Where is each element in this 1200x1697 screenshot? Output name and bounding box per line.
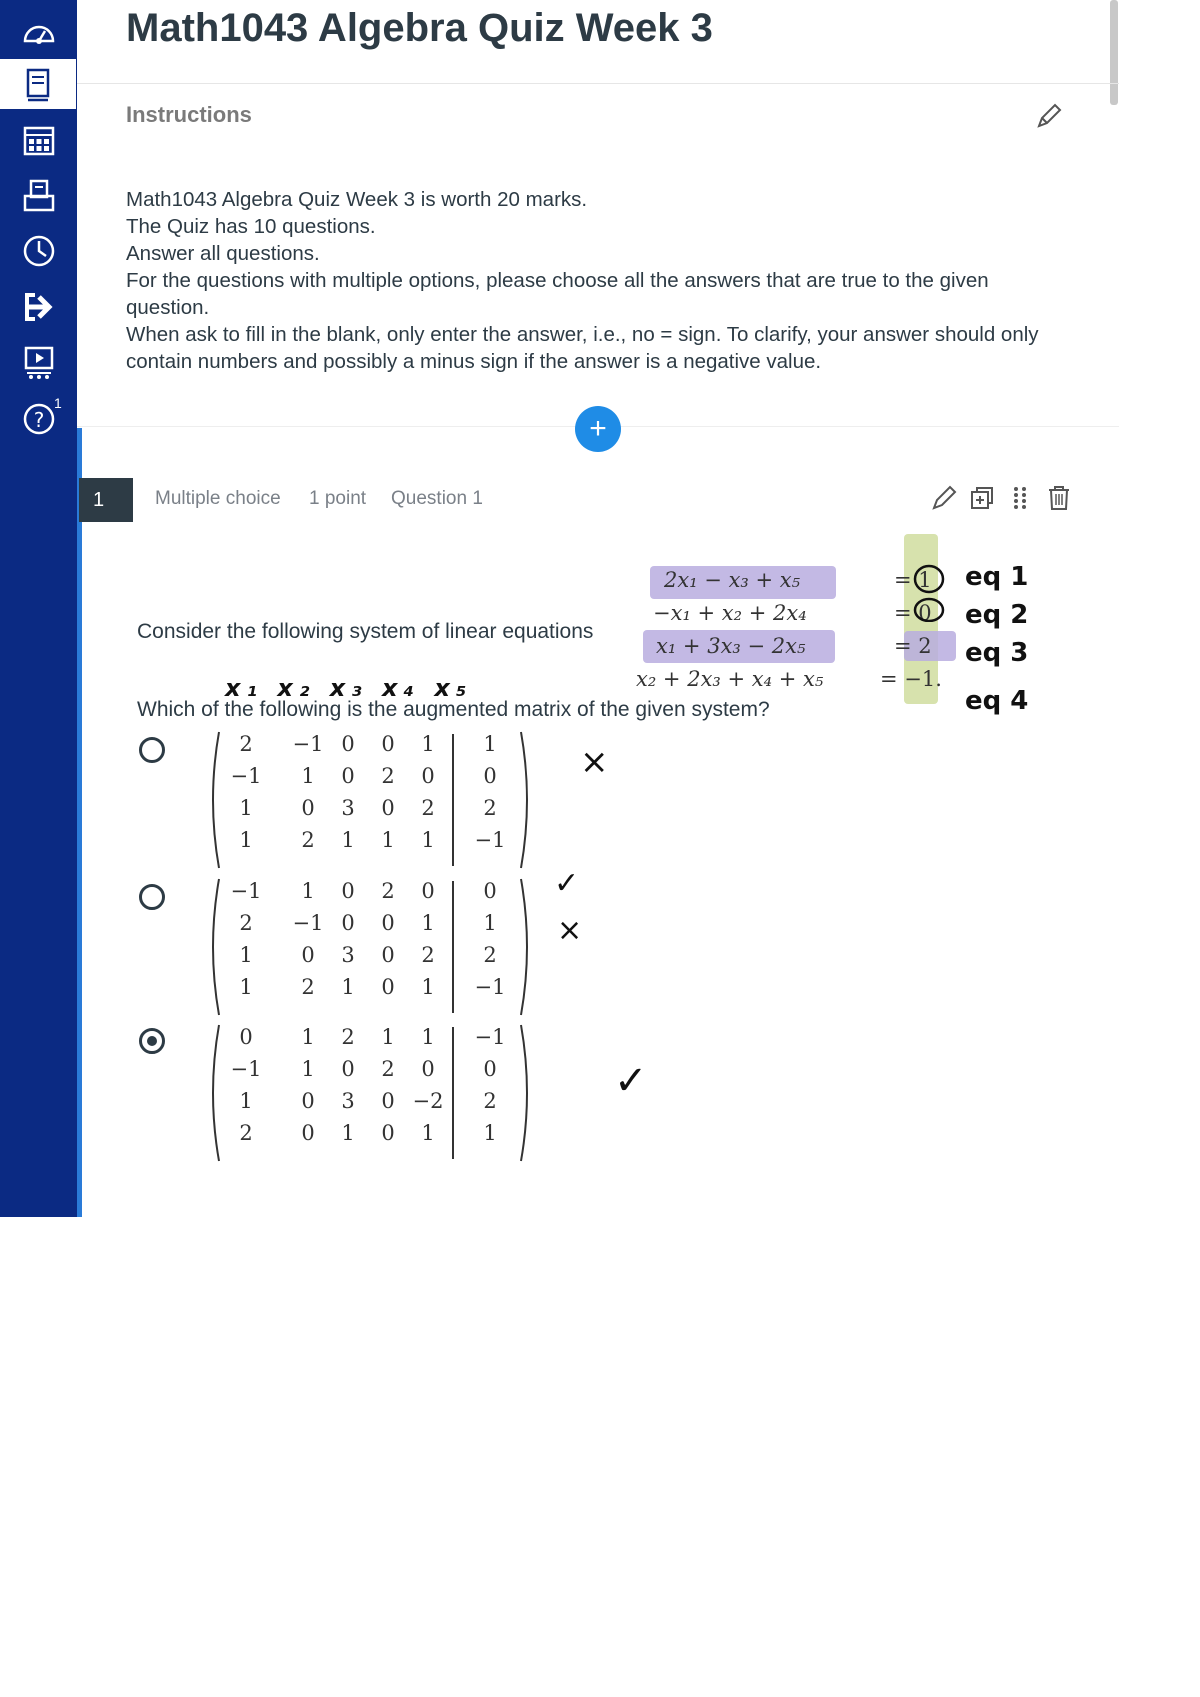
augment-separator xyxy=(452,881,454,1013)
active-question-indicator xyxy=(77,428,82,1217)
edit-instructions-pencil-icon[interactable] xyxy=(1035,102,1063,130)
equation-lhs: −x₁ + x₂ + 2x₄ xyxy=(653,601,807,625)
logout-arrow-icon[interactable] xyxy=(0,282,77,332)
equation-lhs: x₂ + 2x₃ + x₄ + x₅ xyxy=(636,667,824,691)
matrix-cell: 2 xyxy=(239,1121,253,1145)
global-nav-sidebar xyxy=(0,0,77,1217)
matrix-cell: 1 xyxy=(341,975,355,999)
matrix-cell: 1 xyxy=(421,1121,435,1145)
instruction-line: The Quiz has 10 questions. xyxy=(126,215,376,238)
matrix-cell: 2 xyxy=(301,828,315,852)
matrix-cell: 1 xyxy=(239,1089,253,1113)
matrix-cell: 0 xyxy=(381,732,395,756)
duplicate-question-icon[interactable] xyxy=(968,484,996,512)
question-points: 1 point xyxy=(309,488,367,509)
matrix-cell: 0 xyxy=(301,796,315,820)
matrix-cell: 2 xyxy=(381,879,395,903)
equation-lhs: 2x₁ − x₃ + x₅ xyxy=(664,568,801,592)
option-1-matrix xyxy=(205,730,545,870)
matrix-cell: −1 xyxy=(292,732,324,756)
courses-icon[interactable] xyxy=(0,59,76,109)
option-1-radio[interactable] xyxy=(139,737,165,763)
option-2-matrix xyxy=(205,877,545,1017)
matrix-cell: 2 xyxy=(421,796,435,820)
eq-label: eq 1 xyxy=(965,562,1029,592)
grade-mark: × xyxy=(557,913,583,948)
matrix-cell: −1 xyxy=(230,879,262,903)
inbox-icon[interactable] xyxy=(0,171,77,221)
ink-circles xyxy=(908,562,954,622)
matrix-cell: 2 xyxy=(421,943,435,967)
matrix-cell: 3 xyxy=(341,943,355,967)
matrix-bracket xyxy=(205,877,221,1017)
matrix-cell: 0 xyxy=(483,764,497,788)
matrix-cell: 1 xyxy=(301,1025,315,1049)
delete-question-trash-icon[interactable] xyxy=(1045,484,1073,512)
calendar-icon[interactable] xyxy=(0,115,77,165)
matrix-cell: 0 xyxy=(341,764,355,788)
matrix-cell: 2 xyxy=(381,1057,395,1081)
matrix-cell: 1 xyxy=(381,1025,395,1049)
eq-label: eq 4 xyxy=(965,686,1029,716)
matrix-cell: 2 xyxy=(341,1025,355,1049)
matrix-cell: 1 xyxy=(421,911,435,935)
matrix-cell: 0 xyxy=(421,1057,435,1081)
matrix-cell: 1 xyxy=(239,828,253,852)
equation-rhs: = 1 xyxy=(894,568,932,592)
matrix-cell: 1 xyxy=(301,1057,315,1081)
question-number: 1 xyxy=(79,478,133,522)
matrix-bracket xyxy=(519,1023,535,1163)
matrix-cell: −1 xyxy=(230,764,262,788)
matrix-cell: 0 xyxy=(381,943,395,967)
matrix-cell: 0 xyxy=(381,796,395,820)
matrix-bracket xyxy=(519,730,535,870)
help-badge: 1 xyxy=(54,395,62,411)
equation-rhs: = −1. xyxy=(880,667,942,691)
matrix-cell: 1 xyxy=(483,1121,497,1145)
matrix-cell: 0 xyxy=(381,1089,395,1113)
option-3-radio[interactable] xyxy=(139,1028,165,1054)
matrix-bracket xyxy=(205,730,221,870)
matrix-cell: 1 xyxy=(381,828,395,852)
history-clock-icon[interactable] xyxy=(0,226,77,276)
instructions-body xyxy=(126,186,1056,375)
equation-rhs: = 2 xyxy=(894,634,932,658)
eq-label: eq 3 xyxy=(965,638,1029,668)
page-title: Math1043 Algebra Quiz Week 3 xyxy=(126,6,713,50)
augment-separator xyxy=(452,1027,454,1159)
edit-question-pencil-icon[interactable] xyxy=(930,484,958,512)
matrix-cell: 0 xyxy=(421,764,435,788)
matrix-cell: 1 xyxy=(421,975,435,999)
matrix-cell: 0 xyxy=(341,879,355,903)
matrix-cell: 0 xyxy=(483,1057,497,1081)
matrix-cell: 2 xyxy=(381,764,395,788)
variable-labels: x₁ x₂ x₃ x₄ x₅ xyxy=(225,674,473,702)
equation-lhs: x₁ + 3x₃ − 2x₅ xyxy=(656,634,806,658)
matrix-bracket xyxy=(519,877,535,1017)
help-icon[interactable] xyxy=(0,393,77,443)
matrix-bracket xyxy=(205,1023,221,1163)
studio-icon[interactable] xyxy=(0,337,77,387)
grade-mark: × xyxy=(580,742,609,782)
matrix-cell: 1 xyxy=(239,943,253,967)
instructions-heading: Instructions xyxy=(126,102,252,127)
dashboard-icon[interactable] xyxy=(0,8,77,58)
title-divider xyxy=(77,83,1119,84)
instruction-line: Answer all questions. xyxy=(126,242,320,265)
augment-separator xyxy=(452,734,454,866)
matrix-cell: 2 xyxy=(483,796,497,820)
matrix-cell: −1 xyxy=(230,1057,262,1081)
matrix-cell: 0 xyxy=(341,732,355,756)
matrix-cell: 0 xyxy=(381,975,395,999)
matrix-cell: 3 xyxy=(341,1089,355,1113)
question-type: Multiple choice xyxy=(155,488,281,509)
matrix-cell: 0 xyxy=(239,1025,253,1049)
question-label: Question 1 xyxy=(391,488,483,509)
matrix-cell: 1 xyxy=(483,732,497,756)
grade-mark: ✓ xyxy=(614,1058,648,1104)
matrix-cell: 0 xyxy=(341,911,355,935)
matrix-cell: 2 xyxy=(301,975,315,999)
svg-text:?: ? xyxy=(33,408,44,432)
matrix-cell: −1 xyxy=(474,1025,506,1049)
matrix-cell: 0 xyxy=(301,1121,315,1145)
matrix-cell: 2 xyxy=(239,732,253,756)
matrix-cell: −2 xyxy=(412,1089,444,1113)
matrix-cell: 1 xyxy=(301,764,315,788)
matrix-cell: 0 xyxy=(421,879,435,903)
option-2-radio[interactable] xyxy=(139,884,165,910)
add-question-button[interactable]: + xyxy=(575,406,621,452)
matrix-cell: 2 xyxy=(483,943,497,967)
matrix-cell: 1 xyxy=(341,1121,355,1145)
matrix-cell: 1 xyxy=(421,732,435,756)
matrix-cell: 0 xyxy=(381,911,395,935)
question-prompt: Consider the following system of linear equations xyxy=(137,620,594,643)
matrix-cell: 2 xyxy=(239,911,253,935)
equation-rhs: = 0 xyxy=(894,601,932,625)
matrix-cell: 3 xyxy=(341,796,355,820)
matrix-cell: 2 xyxy=(483,1089,497,1113)
matrix-cell: 1 xyxy=(483,911,497,935)
option-3-matrix xyxy=(205,1023,545,1163)
matrix-cell: 0 xyxy=(483,879,497,903)
matrix-cell: 0 xyxy=(381,1121,395,1145)
scrollbar-thumb[interactable] xyxy=(1110,0,1118,105)
instruction-line: For the questions with multiple options, please choose all the answers that are true to the given question. xyxy=(126,269,989,319)
grade-mark: ✓ xyxy=(554,866,580,901)
question-ask: Which of the following is the augmented matrix of the given system? xyxy=(137,698,770,721)
instruction-line: Math1043 Algebra Quiz Week 3 is worth 20 marks. xyxy=(126,188,588,211)
matrix-cell: 1 xyxy=(239,796,253,820)
matrix-cell: 1 xyxy=(421,1025,435,1049)
matrix-cell: −1 xyxy=(474,975,506,999)
matrix-cell: 1 xyxy=(341,828,355,852)
matrix-cell: 1 xyxy=(421,828,435,852)
matrix-cell: 1 xyxy=(239,975,253,999)
matrix-cell: −1 xyxy=(474,828,506,852)
matrix-cell: 0 xyxy=(341,1057,355,1081)
instruction-line: When ask to fill in the blank, only enter the answer, i.e., no = sign. To clarify, your answer should only contain numbers and possibly a minus sign if the answer is a negative value. xyxy=(126,323,1039,373)
matrix-cell: −1 xyxy=(292,911,324,935)
matrix-cell: 1 xyxy=(301,879,315,903)
matrix-cell: 0 xyxy=(301,943,315,967)
drag-handle-icon[interactable] xyxy=(1006,484,1034,512)
eq-label: eq 2 xyxy=(965,600,1029,630)
matrix-cell: 0 xyxy=(301,1089,315,1113)
